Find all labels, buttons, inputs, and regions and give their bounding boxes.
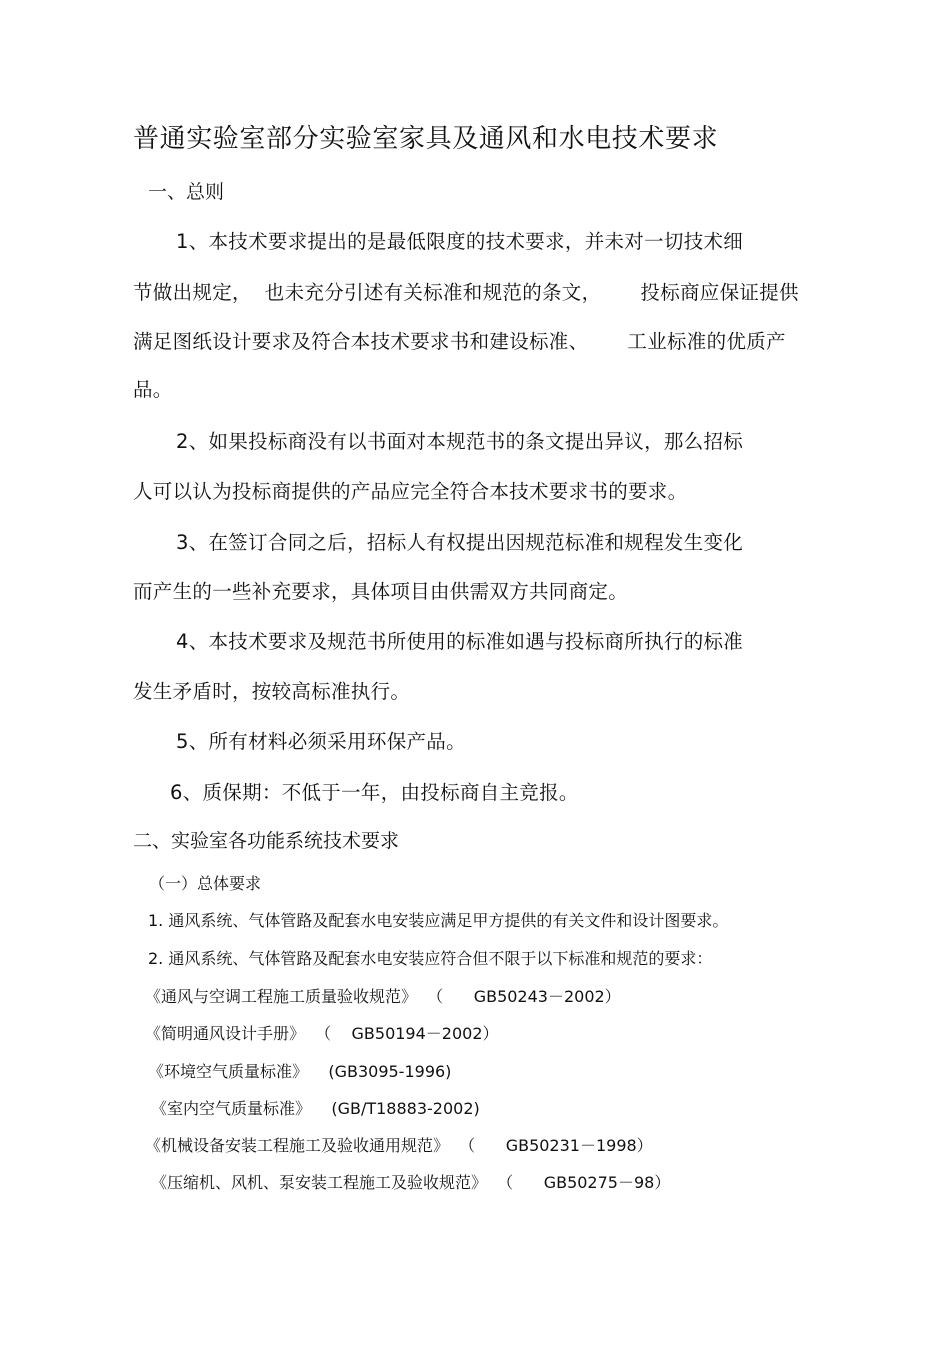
- overall-requirement-2: 2. 通风系统、气体管路及配套水电安装应符合但不限于以下标准和规范的要求：: [148, 949, 713, 968]
- standard-item: 《环境空气质量标准》 (GB3095-1996): [148, 1062, 452, 1081]
- item-1-line-1: 1、本技术要求提出的是最低限度的技术要求，并未对一切技术细: [176, 230, 744, 253]
- standard-item: 《简明通风设计手册》 （ GB50194－2002）: [145, 1024, 499, 1043]
- standard-item: 《机械设备安装工程施工及验收通用规范》 （ GB50231－1998）: [145, 1136, 653, 1155]
- item-2-line-2: 人可以认为投标商提供的产品应完全符合本技术要求书的要求。: [133, 480, 688, 503]
- section-heading-general: 一、总则: [148, 181, 225, 203]
- item-4-line-2: 发生矛盾时，按较高标准执行。: [133, 680, 411, 703]
- item-5-line-1: 5、所有材料必须采用环保产品。: [176, 730, 466, 753]
- sub-heading-overall: （一）总体要求: [149, 874, 262, 893]
- item-3-line-2: 而产生的一些补充要求，具体项目由供需双方共同商定。: [133, 580, 629, 603]
- item-1-line-2: 节做出规定， 也未充分引述有关标准和规范的条文， 投标商应保证提供: [133, 281, 799, 304]
- item-1-line-4: 品。: [133, 378, 173, 401]
- item-3-line-1: 3、在签订合同之后，招标人有权提出因规范标准和规程发生变化: [176, 531, 744, 554]
- standard-item: 《通风与空调工程施工质量验收规范》 （ GB50243－2002）: [145, 987, 621, 1006]
- document-title: 普通实验室部分实验室家具及通风和水电技术要求: [133, 124, 719, 154]
- item-4-line-1: 4、本技术要求及规范书所使用的标准如遇与投标商所执行的标准: [176, 630, 744, 653]
- item-6-line-1: 6、质保期：不低于一年，由投标商自主竞报。: [170, 781, 579, 804]
- standard-item: 《室内空气质量标准》 (GB/T18883-2002): [151, 1099, 480, 1118]
- standard-item: 《压缩机、风机、泵安装工程施工及验收规范》 （ GB50275－98）: [151, 1173, 671, 1192]
- item-2-line-1: 2、如果投标商没有以书面对本规范书的条文提出异议，那么招标: [176, 430, 744, 453]
- section-heading-systems: 二、实验室各功能系统技术要求: [133, 830, 400, 852]
- overall-requirement-1: 1. 通风系统、气体管路及配套水电安装应满足甲方提供的有关文件和设计图要求。: [148, 911, 729, 930]
- item-1-line-3: 满足图纸设计要求及符合本技术要求书和建设标准、 工业标准的优质产: [133, 330, 786, 353]
